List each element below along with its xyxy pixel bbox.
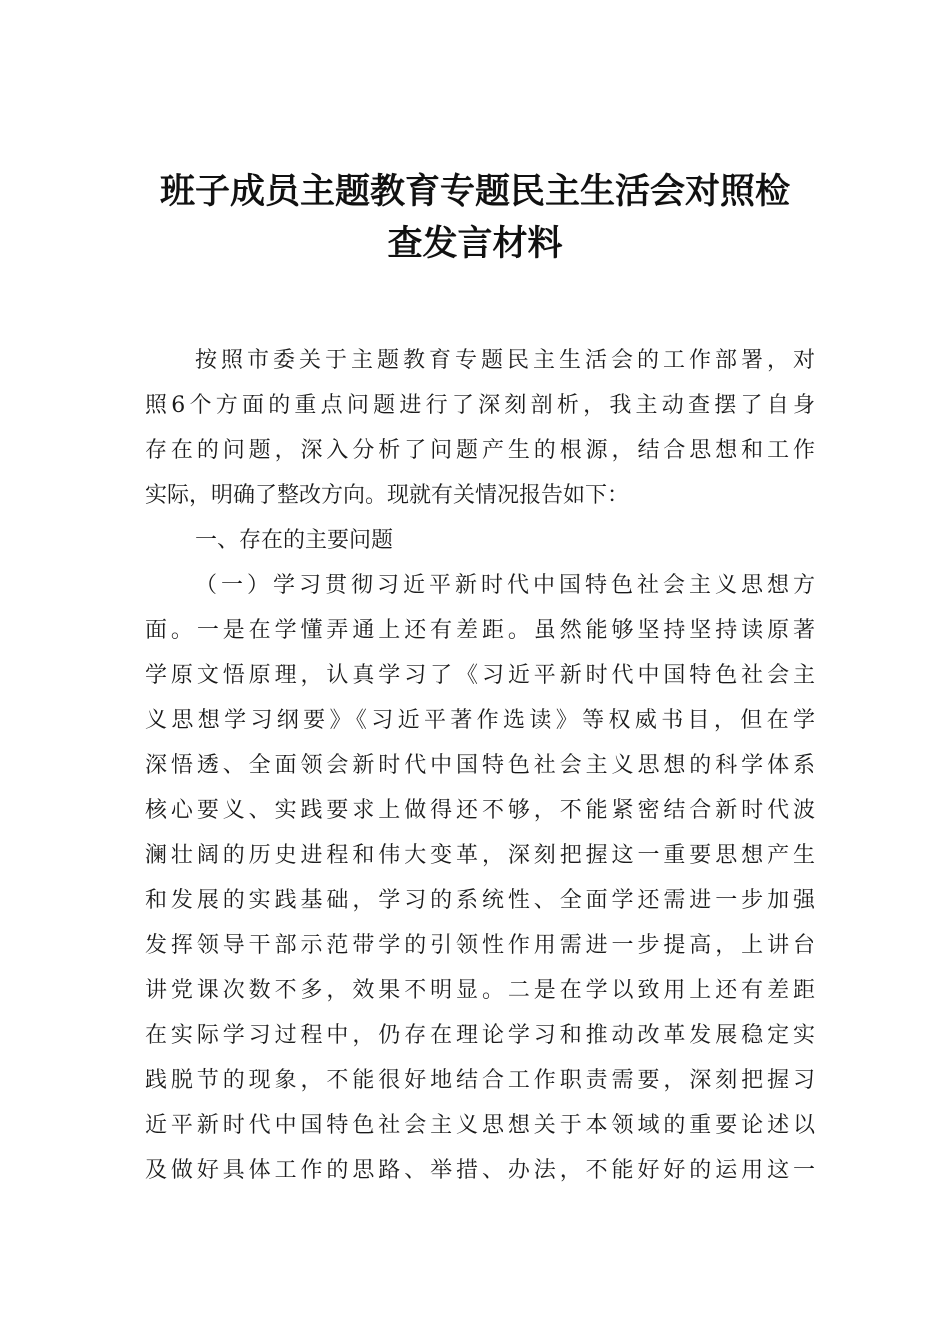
paragraph-line: 发挥领导干部示范带学的引领性作用需进一步提高，上讲台 xyxy=(145,933,815,958)
intro-line: 存在的问题，深入分析了问题产生的根源，结合思想和工作 xyxy=(145,438,815,463)
section-1-heading: 一、存在的主要问题 xyxy=(195,528,394,553)
paragraph-line: 深悟透、全面领会新时代中国特色社会主义思想的科学体系 xyxy=(145,753,815,778)
paragraph-line: 面。一是在学懂弄通上还有差距。虽然能够坚持坚持读原著 xyxy=(145,618,815,643)
intro-line: 实际，明确了整改方向。现就有关情况报告如下： xyxy=(145,483,630,508)
intro-paragraph xyxy=(145,346,815,508)
paragraph-line: 澜壮阔的历史进程和伟大变革，深刻把握这一重要思想产生 xyxy=(145,843,815,868)
paragraph-line: （一）学习贯彻习近平新时代中国特色社会主义思想方 xyxy=(195,573,815,598)
paragraph-line: 义思想学习纲要》《习近平著作选读》等权威书目，但在学 xyxy=(145,708,815,733)
intro-line: 照6个方面的重点问题进行了深刻剖析，我主动查摆了自身 xyxy=(145,393,815,418)
paragraph-line: 学原文悟原理，认真学习了《习近平新时代中国特色社会主 xyxy=(145,663,815,688)
document-title-line-1: 班子成员主题教育专题民主生活会对照检 xyxy=(159,171,790,212)
paragraph-line: 践脱节的现象，不能很好地结合工作职责需要，深刻把握习 xyxy=(145,1068,815,1093)
intro-line: 按照市委关于主题教育专题民主生活会的工作部署，对 xyxy=(195,348,815,373)
paragraph-line: 讲党课次数不多，效果不明显。二是在学以致用上还有差距 xyxy=(145,978,815,1003)
section-1-paragraph xyxy=(145,571,815,1191)
paragraph-line: 及做好具体工作的思路、举措、办法，不能好好的运用这一 xyxy=(145,1158,815,1183)
paragraph-line: 核心要义、实践要求上做得还不够，不能紧密结合新时代波 xyxy=(145,798,815,823)
document-title-line-2: 查发言材料 xyxy=(387,223,563,264)
paragraph-line: 和发展的实践基础，学习的系统性、全面学还需进一步加强 xyxy=(145,888,815,913)
paragraph-line: 近平新时代中国特色社会主义思想关于本领域的重要论述以 xyxy=(145,1113,815,1138)
section-heading-wrap xyxy=(145,526,815,556)
paragraph-line: 在实际学习过程中，仍存在理论学习和推动改革发展稳定实 xyxy=(145,1023,815,1048)
